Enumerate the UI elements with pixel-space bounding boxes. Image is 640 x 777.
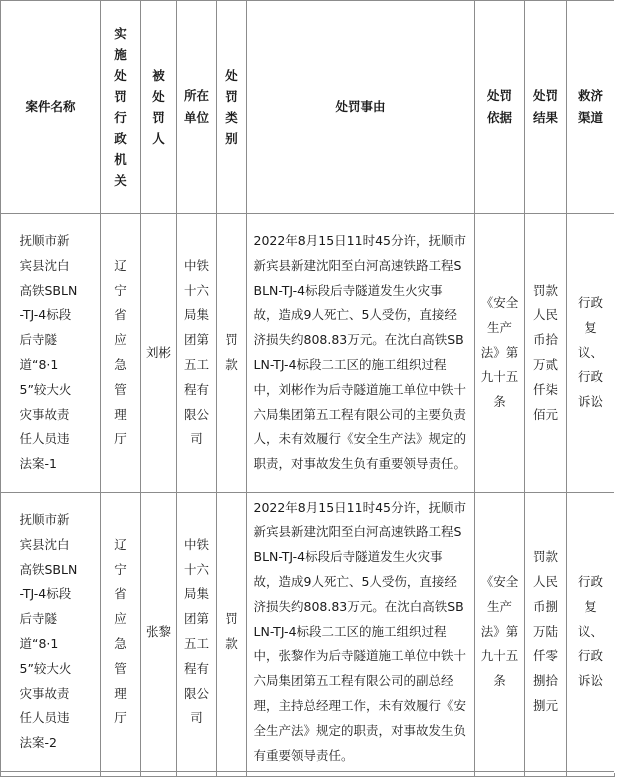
header-unit: 所在单位: [177, 1, 217, 214]
person-cell: 刘彬: [141, 214, 177, 493]
reason-cell: 2022年8月15日11时45分许，抚顺市新宾县新建沈阳至白河高速铁路工程SBLN-TJ-4标段后寺隧道发生火灾事故，造成9人死亡、5人受伤，直接经济损失约808.83万元。在沈白高铁SBLN-TJ-4标段二工区的施工组织过程中，张黎作为后寺隧道施工单位中铁十六局集团第五工程有限公司的副总经理，主持总经理工作，未有效履行《安全生产法》规定的职责，对事故发生负有重要领导责任。: [247, 493, 475, 772]
table-row: [1, 493, 615, 772]
page-margin: [614, 0, 640, 773]
header-org: 实施处罚行政机关: [101, 1, 141, 214]
type-cell: 罚款: [217, 214, 247, 493]
header-reason: 处罚事由: [247, 1, 475, 214]
header-type: 处罚类别: [217, 1, 247, 214]
result-cell: 罚款人民币捌万陆仟零捌拾捌元: [525, 493, 567, 772]
org-cell: 辽宁省应急管理厅: [101, 493, 141, 772]
basis-cell: 《安全生产法》第九十五条: [475, 493, 525, 772]
table-row-partial: [1, 772, 615, 777]
org-cell: 辽宁省应急管理厅: [101, 214, 141, 493]
header-person: 被处罚人: [141, 1, 177, 214]
table-header-row: [1, 1, 615, 214]
table-row: [1, 214, 615, 493]
type-cell: 罚款: [217, 493, 247, 772]
header-case-name: 案件名称: [1, 1, 101, 214]
remedy-cell: 行政复议、行政诉讼: [567, 493, 615, 772]
unit-cell: 中铁十六局集团第五工程有限公司: [177, 493, 217, 772]
remedy-cell: 行政复议、行政诉讼: [567, 214, 615, 493]
case-name-cell: 抚顺市新宾县沈白高铁SBLN-TJ-4标段后寺隧道“8·15”较大火灾事故责任人员违法案-1: [1, 214, 101, 493]
header-result: 处罚结果: [525, 1, 567, 214]
result-cell: 罚款人民币拾万贰仟柒佰元: [525, 214, 567, 493]
basis-cell: 《安全生产法》第九十五条: [475, 214, 525, 493]
unit-cell: 中铁十六局集团第五工程有限公司: [177, 214, 217, 493]
person-cell: 张黎: [141, 493, 177, 772]
reason-cell: 2022年8月15日11时45分许，抚顺市新宾县新建沈阳至白河高速铁路工程SBLN-TJ-4标段后寺隧道发生火灾事故，造成9人死亡、5人受伤，直接经济损失约808.83万元。在沈白高铁SBLN-TJ-4标段二工区的施工组织过程中，刘彬作为后寺隧道施工单位中铁十六局集团第五工程有限公司的主要负责人，未有效履行《安全生产法》规定的职责，对事故发生负有重要领导责任。: [247, 214, 475, 493]
header-basis: 处罚依据: [475, 1, 525, 214]
header-remedy: 救济渠道: [567, 1, 615, 214]
case-name-cell: 抚顺市新宾县沈白高铁SBLN-TJ-4标段后寺隧道“8·15”较大火灾事故责任人员违法案-2: [1, 493, 101, 772]
